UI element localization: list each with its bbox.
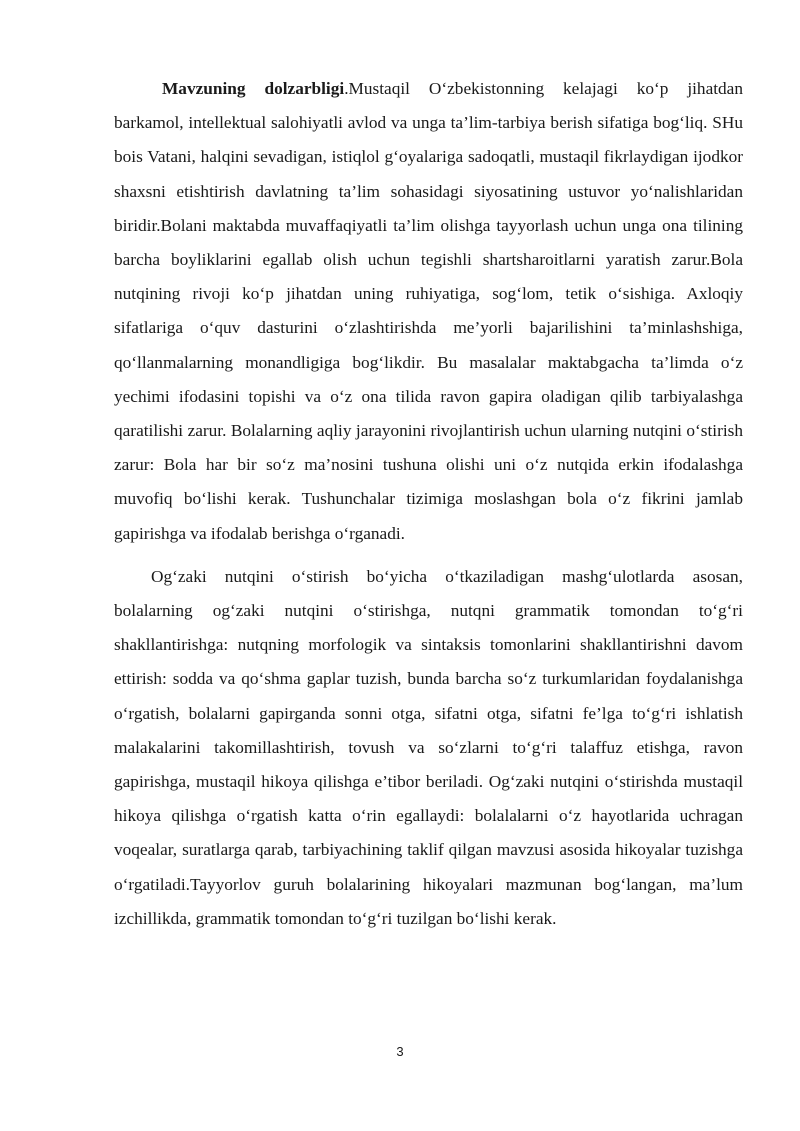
- paragraph-text: .Mustaqil O‘zbekistonning kelajagi ko‘p jihatdan barkamol, intellektual salohiyatli avlod va unga ta’lim-tarbiya berish sifatiga bog‘liq. SHu bois Vatani, halqini sevadigan, istiqlol g‘oyalariga sadoqatli, mustaqil fikrlaydigan ijodkor shaxsni etishtirish davlatning ta’lim sohasidagi siyosatining ustuvor yo‘nalishlaridan biridir.Bolani maktabda muvaffaqiyatli ta’lim olishga tayyorlash uchun unga ona tilining barcha boyliklarini egallab olish uchun tegishli shartsharoitlarni yaratish zarur.Bola nutqining rivoji ko‘p jihatdan uning ruhiyatiga, sog‘lom, tetik o‘sishiga. Axloqiy sifatlariga o‘quv dasturini o‘zlashtirishda me’yorli bajarilishini ta’minlashshiga, qo‘llanmalarning monandligiga bog‘likdir. Bu masalalar maktabgacha ta’limda o‘z yechimi ifodasini topishi va o‘z ona tilida ravon gapira oladigan qilib tarbiyalashga qaratilishi zarur. Bolalarning aqliy jarayonini rivojlantirish uchun ularning nutqini o‘stirish zarur: Bola har bir so‘z ma’nosini tushuna olishi uni o‘z nutqida erkin ifodalashga muvofiq bo‘lishi kerak. Tushunchalar tizimiga moslashgan bola o‘z fikrini jamlab gapirishga va ifodalab berishga o‘rganadi.: [114, 79, 743, 543]
- paragraph-relevance: [114, 72, 743, 551]
- page-number: 3: [396, 1044, 404, 1059]
- paragraph-text: Og‘zaki nutqini o‘stirish bo‘yicha o‘tkaziladigan mashg‘ulotlarda asosan, bolalarning og‘zaki nutqini o‘stirishga, nutqni grammatik tomondan to‘g‘ri shakllantirishga: nutqning morfologik va sintaksis tomonlarini shakllantirishni davom ettirish: sodda va qo‘shma gaplar tuzish, bunda barcha so‘z turkumlaridan foydalanishga o‘rgatish, bolalarni gapirganda sonni otga, sifatni otga, sifatni fe’lga to‘g‘ri ishlatish malakalarini takomillashtirish, tovush va so‘zlarni to‘g‘ri talaffuz etishga, ravon gapirishga, mustaqil hikoya qilishga e’tibor beriladi. Og‘zaki nutqini o‘stirishda mustaqil hikoya qilishga o‘rgatish katta o‘rin egallaydi: bolalalarni o‘z hayotlarida uchragan voqealar, suratlarga qarab, tarbiyachining taklif qilgan mavzusi asosida hikoyalar tuzishga o‘rgatiladi.Tayyorlov guruh bolalarining hikoyalari mazmunan bog‘langan, ma’lum izchillikda, grammatik tomondan to‘g‘ri tuzilgan bo‘lishi kerak.: [114, 566, 743, 928]
- paragraph-oral-speech: [114, 560, 743, 936]
- section-heading: Mavzuning dolzarbligi: [162, 79, 345, 98]
- page-body: [114, 72, 743, 936]
